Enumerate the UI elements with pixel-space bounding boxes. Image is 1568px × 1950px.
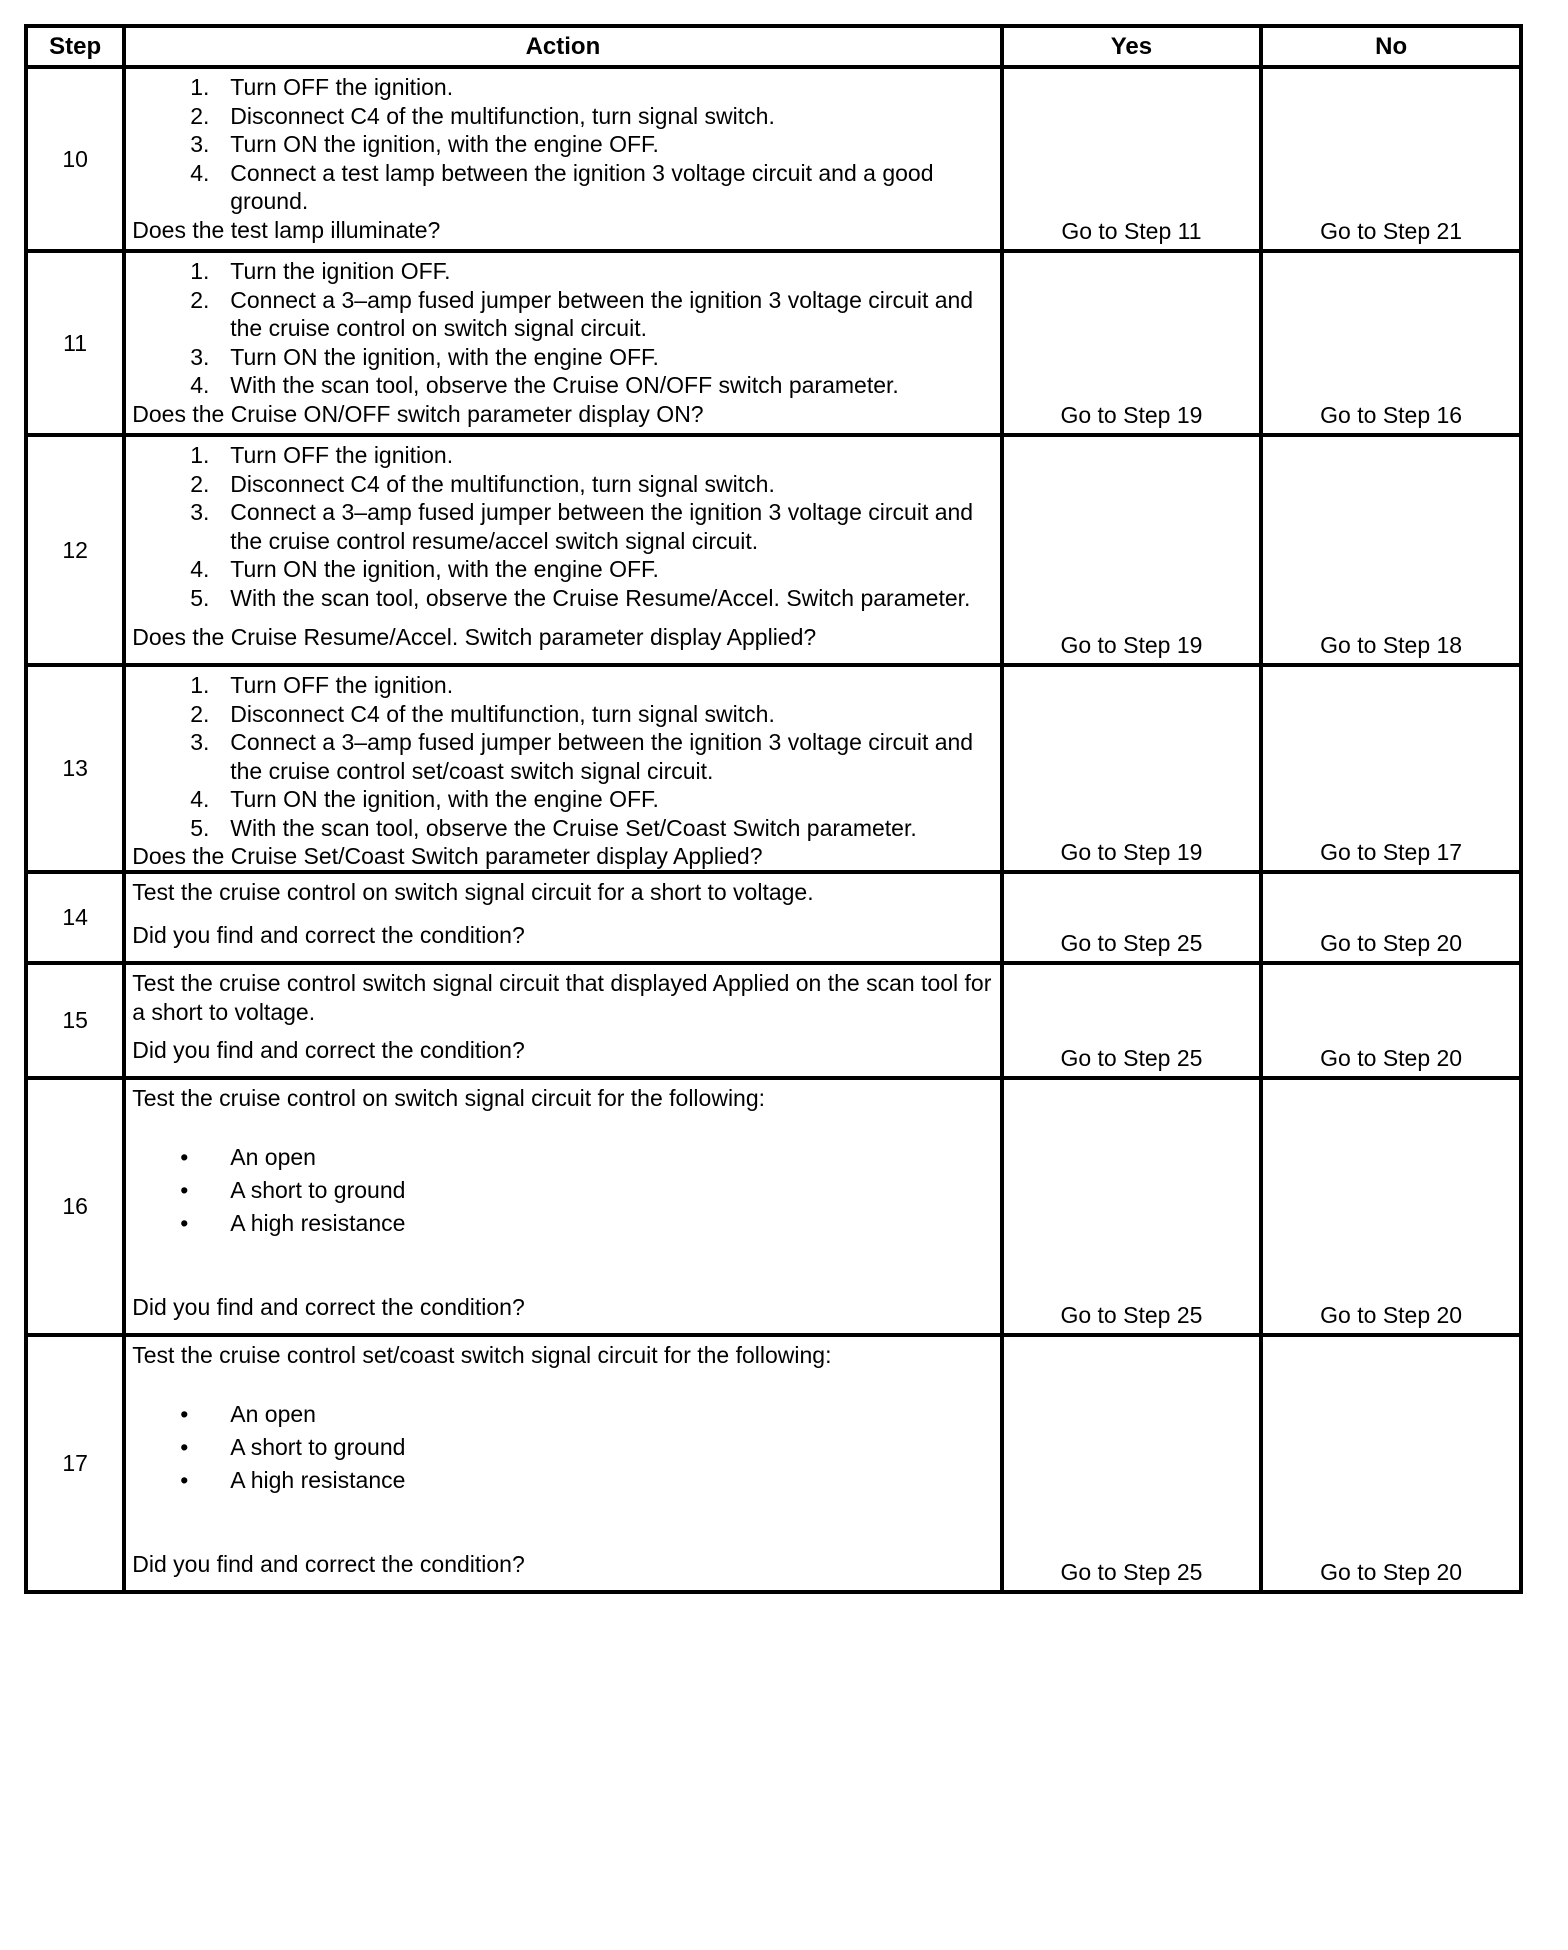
step-item-text: Turn the ignition OFF. xyxy=(230,258,451,284)
step-item-number: 4. xyxy=(190,556,210,582)
action-step-item xyxy=(132,441,991,470)
action-text: Test the cruise control set/coast switch signal circuit for the following: xyxy=(132,1342,832,1368)
step-number: 13 xyxy=(26,665,124,872)
step-number: 12 xyxy=(26,435,124,665)
condition-text: An open xyxy=(230,1143,316,1170)
bullet-glyph: • xyxy=(180,1433,189,1460)
action-step-item xyxy=(132,555,991,584)
yes-result: Go to Step 11 xyxy=(1002,67,1262,251)
action-cell xyxy=(124,435,1001,665)
step-item-number: 3. xyxy=(190,131,210,157)
action-cell xyxy=(124,1078,1001,1335)
action-step-item xyxy=(132,498,991,555)
step-number: 15 xyxy=(26,963,124,1078)
step-item-text: Turn OFF the ignition. xyxy=(230,672,454,698)
action-step-item xyxy=(132,159,991,216)
table-header-row xyxy=(26,26,1521,67)
condition-text: An open xyxy=(230,1400,316,1427)
condition-list xyxy=(132,1141,991,1240)
table-row xyxy=(26,872,1521,963)
step-item-number: 4. xyxy=(190,159,210,186)
step-number: 10 xyxy=(26,67,124,251)
condition-item xyxy=(132,1431,991,1464)
step-number: 16 xyxy=(26,1078,124,1335)
action-steps-list xyxy=(132,257,991,400)
condition-item xyxy=(132,1207,991,1240)
step-item-number: 4. xyxy=(190,372,210,398)
step-item-number: 3. xyxy=(190,729,210,755)
step-item-number: 5. xyxy=(190,814,210,841)
step-number: 14 xyxy=(26,872,124,963)
question-text: Did you find and correct the condition? xyxy=(132,1550,525,1577)
condition-text: A short to ground xyxy=(230,1433,406,1460)
action-text: Test the cruise control on switch signal circuit for the following: xyxy=(132,1085,766,1111)
yes-result: Go to Step 25 xyxy=(1002,1078,1262,1335)
action-step-item xyxy=(132,257,991,286)
condition-item xyxy=(132,1398,991,1431)
bullet-glyph: • xyxy=(180,1143,189,1170)
action-steps-list xyxy=(132,73,991,216)
action-steps-list xyxy=(132,441,991,612)
step-item-number: 2. xyxy=(190,102,210,129)
yes-result: Go to Step 25 xyxy=(1002,1335,1262,1592)
action-cell xyxy=(124,963,1001,1078)
table-row xyxy=(26,435,1521,665)
no-result: Go to Step 20 xyxy=(1261,872,1521,963)
action-step-item xyxy=(132,470,991,499)
step-item-text: Disconnect C4 of the multifunction, turn signal switch. xyxy=(230,700,775,727)
step-item-text: Turn ON the ignition, with the engine OFF. xyxy=(230,131,659,157)
table-body xyxy=(26,67,1521,1592)
action-step-item xyxy=(132,671,991,700)
table-row xyxy=(26,963,1521,1078)
action-text: Test the cruise control switch signal circuit that displayed Applied on the scan tool for a short to voltage. xyxy=(132,970,992,1025)
action-step-item xyxy=(132,102,991,131)
yes-result: Go to Step 19 xyxy=(1002,665,1262,872)
step-item-text: Turn OFF the ignition. xyxy=(230,442,454,468)
step-item-number: 3. xyxy=(190,499,210,525)
action-step-item xyxy=(132,728,991,785)
action-cell xyxy=(124,67,1001,251)
step-item-text: Disconnect C4 of the multifunction, turn signal switch. xyxy=(230,470,775,497)
action-step-item xyxy=(132,286,991,343)
step-item-number: 1. xyxy=(190,672,210,698)
condition-list xyxy=(132,1398,991,1497)
no-result: Go to Step 16 xyxy=(1261,251,1521,435)
header-no: No xyxy=(1261,26,1521,67)
step-item-text: Turn ON the ignition, with the engine OFF. xyxy=(230,556,659,582)
action-text: Test the cruise control on switch signal circuit for a short to voltage. xyxy=(132,879,814,905)
step-item-text: Disconnect C4 of the multifunction, turn signal switch. xyxy=(230,102,775,129)
step-item-text: Connect a 3–amp fused jumper between the ignition 3 voltage circuit and the cruise control set/coast switch signal circuit. xyxy=(230,729,974,784)
question-text: Does the Cruise Set/Coast Switch parameter display Applied? xyxy=(132,843,763,869)
question-text: Does the Cruise Resume/Accel. Switch parameter display Applied? xyxy=(132,623,817,650)
step-item-number: 2. xyxy=(190,286,210,313)
question-text: Does the Cruise ON/OFF switch parameter display ON? xyxy=(132,400,704,427)
bullet-glyph: • xyxy=(180,1400,189,1427)
question-text: Did you find and correct the condition? xyxy=(132,1036,525,1063)
action-step-item xyxy=(132,814,991,843)
header-action: Action xyxy=(124,26,1001,67)
yes-result: Go to Step 19 xyxy=(1002,435,1262,665)
step-item-number: 1. xyxy=(190,442,210,468)
step-number: 11 xyxy=(26,251,124,435)
action-step-item xyxy=(132,73,991,102)
step-item-number: 3. xyxy=(190,343,210,370)
no-result: Go to Step 18 xyxy=(1261,435,1521,665)
action-cell xyxy=(124,251,1001,435)
step-item-text: With the scan tool, observe the Cruise ON/OFF switch parameter. xyxy=(230,372,899,398)
yes-result: Go to Step 25 xyxy=(1002,963,1262,1078)
action-step-item xyxy=(132,700,991,729)
action-steps-list xyxy=(132,671,991,842)
table-row xyxy=(26,665,1521,872)
question-text: Did you find and correct the condition? xyxy=(132,1293,525,1320)
header-step: Step xyxy=(26,26,124,67)
condition-text: A high resistance xyxy=(230,1466,406,1493)
bullet-glyph: • xyxy=(180,1209,189,1236)
bullet-glyph: • xyxy=(180,1466,189,1493)
no-result: Go to Step 20 xyxy=(1261,1078,1521,1335)
step-item-text: Connect a test lamp between the ignition 3 voltage circuit and a good ground. xyxy=(230,159,934,214)
step-item-number: 1. xyxy=(190,258,210,284)
step-item-number: 2. xyxy=(190,470,210,497)
no-result: Go to Step 20 xyxy=(1261,1335,1521,1592)
question-text: Did you find and correct the condition? xyxy=(132,921,525,948)
no-result: Go to Step 20 xyxy=(1261,963,1521,1078)
table-row xyxy=(26,1335,1521,1592)
condition-text: A short to ground xyxy=(230,1176,406,1203)
step-item-number: 1. xyxy=(190,74,210,100)
step-item-text: Turn ON the ignition, with the engine OFF. xyxy=(230,786,659,812)
step-item-number: 5. xyxy=(190,584,210,611)
step-number: 17 xyxy=(26,1335,124,1592)
action-step-item xyxy=(132,584,991,613)
action-cell xyxy=(124,1335,1001,1592)
action-cell xyxy=(124,872,1001,963)
step-item-text: With the scan tool, observe the Cruise Set/Coast Switch parameter. xyxy=(230,814,917,841)
step-item-number: 2. xyxy=(190,700,210,727)
yes-result: Go to Step 19 xyxy=(1002,251,1262,435)
step-item-text: Turn OFF the ignition. xyxy=(230,74,454,100)
action-step-item xyxy=(132,130,991,159)
no-result: Go to Step 21 xyxy=(1261,67,1521,251)
condition-item xyxy=(132,1464,991,1497)
step-item-text: Connect a 3–amp fused jumper between the ignition 3 voltage circuit and the cruise control resume/accel switch signal circuit. xyxy=(230,499,974,554)
condition-item xyxy=(132,1174,991,1207)
diagnostic-table xyxy=(24,24,1523,1594)
question-text: Does the test lamp illuminate? xyxy=(132,216,441,243)
step-item-text: Turn ON the ignition, with the engine OFF. xyxy=(230,343,659,370)
bullet-glyph: • xyxy=(180,1176,189,1203)
yes-result: Go to Step 25 xyxy=(1002,872,1262,963)
action-step-item xyxy=(132,343,991,372)
no-result: Go to Step 17 xyxy=(1261,665,1521,872)
condition-item xyxy=(132,1141,991,1174)
action-step-item xyxy=(132,371,991,400)
table-row xyxy=(26,1078,1521,1335)
action-step-item xyxy=(132,785,991,814)
step-item-number: 4. xyxy=(190,786,210,812)
header-yes: Yes xyxy=(1002,26,1262,67)
condition-text: A high resistance xyxy=(230,1209,406,1236)
table-row xyxy=(26,251,1521,435)
step-item-text: Connect a 3–amp fused jumper between the ignition 3 voltage circuit and the cruise control on switch signal circuit. xyxy=(230,286,974,341)
step-item-text: With the scan tool, observe the Cruise Resume/Accel. Switch parameter. xyxy=(230,584,971,611)
table-row xyxy=(26,67,1521,251)
action-cell xyxy=(124,665,1001,872)
